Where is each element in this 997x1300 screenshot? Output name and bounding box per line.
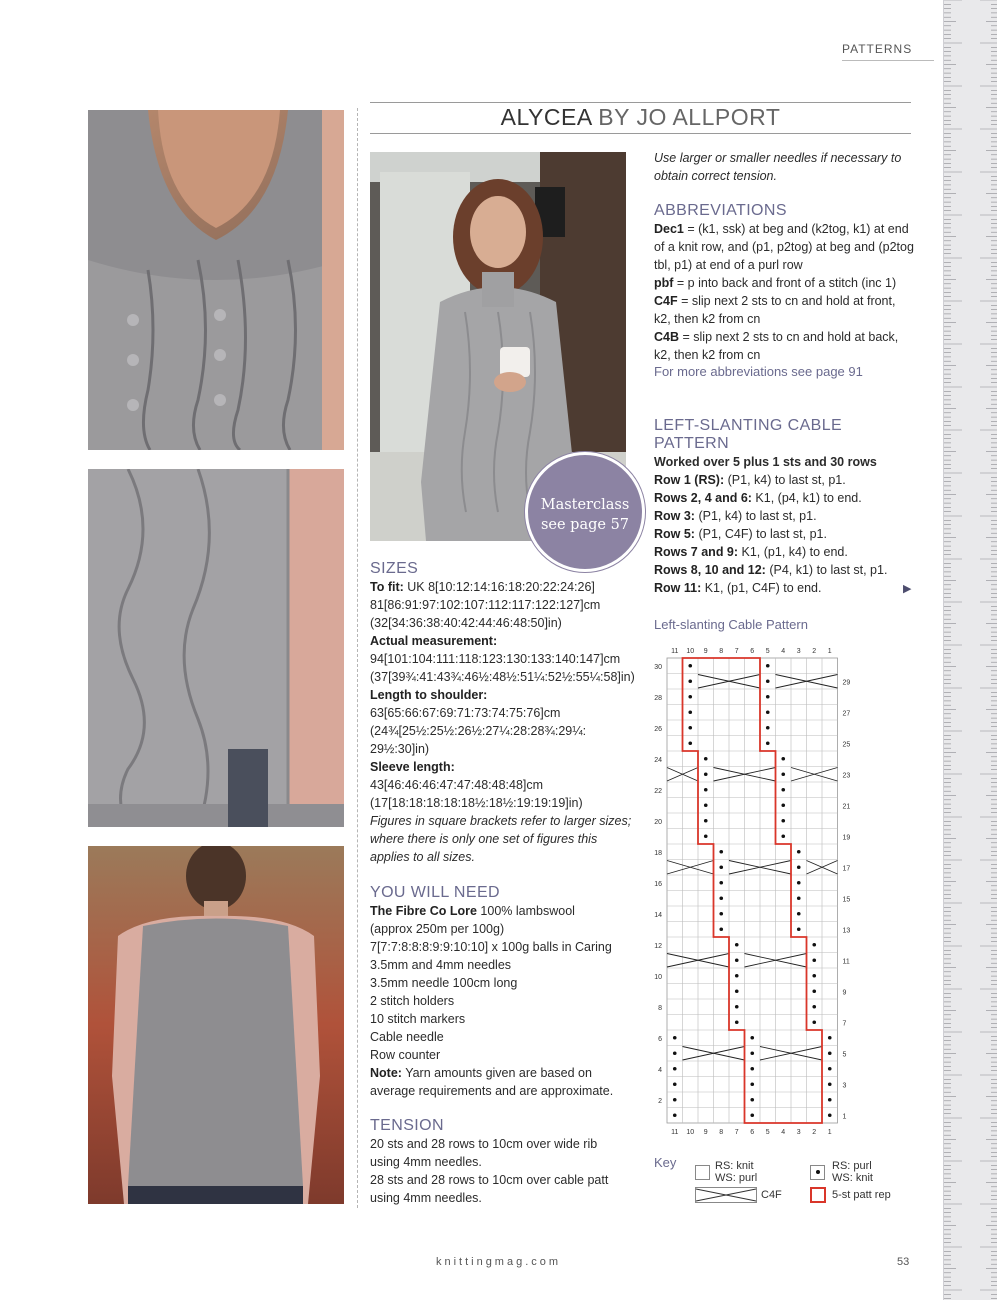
abbreviation-def: = p into back and front of a stitch (inc 1) [673, 276, 897, 290]
chart-row-label-right: 23 [842, 772, 851, 780]
chart-row-label-left: 30 [654, 663, 662, 671]
abbreviation-term: C4B [654, 330, 680, 344]
chart-purl-dot [750, 1113, 754, 1117]
designer-byline: BY JO ALLPORT [598, 104, 781, 130]
chart-row-label-right: 11 [842, 958, 850, 966]
photo-neckline-detail [88, 110, 344, 450]
cable-row-instruction [654, 471, 914, 489]
cable-row-text: K1, (p1, k4) to end. [738, 545, 848, 559]
abbreviation-item [654, 274, 914, 292]
section-rule [842, 60, 934, 61]
abbreviation-term: pbf [654, 276, 674, 290]
sizes-line-label: Length to shoulder: [370, 688, 488, 702]
continue-arrow-icon: ▶ [903, 583, 912, 595]
chart-purl-dot [828, 1051, 832, 1055]
more-abbreviations-link[interactable]: For more abbreviations see page 91 [654, 364, 863, 379]
tension-lines [370, 1135, 640, 1207]
sizes-line [370, 632, 640, 650]
chart-purl-dot [797, 865, 801, 869]
cable-row-text: (P1, C4F) to last st, p1. [694, 527, 827, 541]
tension-line: using 4mm needles. [370, 1155, 482, 1169]
sizes-line-text: 43[46:46:46:47:47:48:48:48]cm [370, 778, 544, 792]
chart-purl-dot [812, 958, 816, 962]
chart-purl-dot [781, 819, 785, 823]
sizes-line [370, 776, 640, 794]
sizes-line [370, 740, 640, 758]
chart-column-label-top: 7 [734, 648, 739, 655]
need-item: 2 stitch holders [370, 994, 455, 1008]
cable-row-text: (P1, k4) to last st, p1. [694, 509, 817, 523]
chart-purl-dot [828, 1036, 832, 1040]
intro-note: Use larger or smaller needles if necessary to obtain correct tension. [654, 151, 902, 183]
chart-column-label-bottom: 2 [812, 1129, 817, 1136]
sizes-line [370, 596, 640, 614]
sizes-line-text: 81[86:91:97:102:107:112:117:122:127]cm [370, 598, 601, 612]
cable-row-text: (P1, k4) to last st, p1. [724, 473, 846, 487]
need-item: (approx 250m per 100g) [370, 922, 505, 936]
chart-row-label-right: 9 [842, 989, 847, 997]
chart-purl-dot [812, 989, 816, 993]
cable-heading-line1: LEFT-SLANTING CABLE [654, 417, 843, 434]
knit-key-ws: WS: purl [715, 1172, 758, 1184]
sizes-section [370, 560, 640, 866]
chart-purl-dot [735, 958, 739, 962]
cable-row-label: Rows 2, 4 and 6: [654, 491, 752, 505]
chart-column-label-top: 1 [827, 648, 832, 655]
cable-row-text: (P4, k1) to last st, p1. [765, 563, 888, 577]
cable-row-instruction [654, 489, 914, 507]
sizes-line [370, 650, 640, 668]
chart-column-label-top: 9 [703, 648, 708, 655]
tension-line: using 4mm needles. [370, 1191, 482, 1205]
chart-purl-dot [812, 1020, 816, 1024]
page-ruler [943, 0, 997, 1300]
chart-purl-dot [766, 726, 770, 730]
page-title [370, 104, 911, 131]
cable-heading-line2: PATTERN [654, 435, 730, 452]
chart-row-label-right: 5 [842, 1051, 847, 1059]
chart-column-label-bottom: 7 [734, 1129, 739, 1136]
chart-column-label-top: 2 [812, 648, 817, 655]
chart-purl-dot [704, 834, 708, 838]
chart-purl-dot [719, 881, 723, 885]
need-heading: YOU WILL NEED [370, 884, 500, 901]
chart-purl-dot [797, 927, 801, 931]
sizes-line-text: 94[101:104:111:118:123:130:133:140:147]cm [370, 652, 621, 666]
chart-row-label-left: 28 [654, 694, 662, 702]
cable-row-instruction [654, 543, 914, 561]
sizes-note: Figures in square brackets refer to larger sizes; where there is only one set of figures this applies to all sizes. [370, 814, 632, 864]
need-item: 3.5mm needle 100cm long [370, 976, 518, 990]
chart-row-label-left: 12 [654, 942, 662, 950]
c4f-key-swatch [695, 1187, 757, 1203]
chart-purl-dot [797, 881, 801, 885]
sizes-line-label: Actual measurement: [370, 634, 498, 648]
footer-url[interactable]: knittingmag.com [435, 1256, 562, 1268]
sizes-line [370, 668, 640, 686]
chart-purl-dot [719, 896, 723, 900]
chart-purl-dot [704, 803, 708, 807]
chart-purl-dot [781, 772, 785, 776]
knit-key-rs: RS: knit [715, 1160, 754, 1172]
chart-row-label-left: 10 [654, 973, 662, 981]
chart-purl-dot [688, 664, 692, 668]
abbreviations-heading: ABBREVIATIONS [654, 202, 787, 219]
abbreviation-item [654, 292, 914, 328]
badge-line-2: see page 57 [540, 517, 630, 533]
cable-row-label: Row 1 (RS): [654, 473, 725, 487]
chart-row-label-right: 19 [842, 834, 851, 842]
chart-purl-dot [766, 679, 770, 683]
tension-heading: TENSION [370, 1117, 444, 1134]
pattern-name: ALYCEA [500, 104, 592, 130]
yarn-fibre: 100% lambswool [476, 904, 575, 918]
cable-row-label: Row 5: [654, 527, 695, 541]
chart-row-label-left: 14 [654, 911, 662, 919]
chart-purl-dot [828, 1067, 832, 1071]
chart-row-label-right: 3 [842, 1082, 847, 1090]
chart-row-label-right: 7 [842, 1020, 847, 1028]
cable-row-instruction [654, 579, 914, 597]
chart-row-label-left: 20 [654, 818, 662, 826]
chart-column-label-top: 6 [750, 648, 755, 655]
sizes-line [370, 758, 640, 776]
chart-row-label-left: 16 [654, 880, 662, 888]
chart-column-label-top: 10 [686, 648, 695, 655]
purl-key-ws: WS: knit [832, 1172, 873, 1184]
sizes-line [370, 722, 640, 740]
chart-row-label-right: 13 [842, 927, 851, 935]
cable-row-label: Row 3: [654, 509, 695, 523]
chart-row-label-left: 6 [658, 1035, 662, 1043]
c4f-key-text: C4F [761, 1189, 782, 1201]
sizes-line-label: Sleeve length: [370, 760, 455, 774]
chart-purl-dot [781, 788, 785, 792]
cable-row-label: Rows 7 and 9: [654, 545, 739, 559]
chart-row-label-left: 4 [658, 1066, 662, 1074]
need-note [370, 1064, 640, 1100]
abbreviation-def: = slip next 2 sts to cn and hold at back, k2, then k2 from cn [654, 330, 899, 362]
chart-column-label-top: 5 [765, 648, 770, 655]
tension-line: 20 sts and 28 rows to 10cm over wide rib [370, 1137, 598, 1151]
knit-key-text [715, 1160, 757, 1184]
abbreviation-item [654, 220, 914, 274]
chart-row-label-left: 18 [654, 849, 662, 857]
chart-row-label-right: 15 [842, 896, 851, 904]
cable-pattern-section [654, 417, 914, 597]
chart-row-label-right: 21 [842, 803, 851, 811]
chart-row-label-right: 25 [842, 741, 851, 749]
cable-rows [654, 471, 914, 597]
chart-column-label-bottom: 10 [686, 1129, 695, 1136]
sizes-line [370, 614, 640, 632]
chart-purl-dot [688, 679, 692, 683]
repeat-key-text: 5-st patt rep [832, 1189, 891, 1201]
section-tag: PATTERNS [842, 42, 913, 56]
chart-purl-dot [719, 927, 723, 931]
need-item: Cable needle [370, 1030, 444, 1044]
abbreviation-def: = (k1, ssk) at beg and (k2tog, k1) at end of a knit row, and (p1, p2tog) at beg and (p2tog tbl, p1) at end of a purl row [654, 222, 914, 272]
need-note-label: Note: [370, 1066, 402, 1080]
chart-purl-dot [766, 695, 770, 699]
need-note-text: Yarn amounts given are based on average requirements and are approximate. [370, 1066, 614, 1098]
sizes-line-text: 29½:30]in) [370, 742, 430, 756]
abbreviation-term: Dec1 [654, 222, 684, 236]
chart-purl-dot [673, 1051, 677, 1055]
chart-purl-dot [750, 1082, 754, 1086]
key-label: Key [654, 1155, 677, 1170]
chart-purl-dot [673, 1082, 677, 1086]
chart-purl-dot [812, 974, 816, 978]
chart-row-label-right: 17 [842, 865, 851, 873]
chart-column-label-bottom: 3 [796, 1129, 801, 1136]
chart-purl-dot [812, 943, 816, 947]
chart-column-label-bottom: 5 [765, 1129, 770, 1136]
sizes-line [370, 578, 640, 596]
photo-back-view [88, 846, 344, 1204]
abbreviations-list [654, 220, 914, 364]
chart-column-label-bottom: 1 [827, 1129, 832, 1136]
chart-purl-dot [750, 1051, 754, 1055]
chart-purl-dot [673, 1098, 677, 1102]
chart-column-label-bottom: 6 [750, 1129, 755, 1136]
abbreviations-section [654, 202, 914, 379]
chart-purl-dot [828, 1113, 832, 1117]
repeat-key-swatch [810, 1187, 826, 1203]
chart-title: Left-slanting Cable Pattern [654, 617, 808, 632]
chart-purl-dot [797, 850, 801, 854]
chart-purl-dot [719, 912, 723, 916]
yarn-brand: The Fibre Co Lore [370, 904, 477, 918]
cable-row-instruction [654, 525, 914, 543]
sizes-line [370, 704, 640, 722]
sizes-heading: SIZES [370, 560, 419, 577]
title-rule-top [370, 102, 911, 103]
ruler-body [944, 0, 997, 1300]
cable-row-text: K1, (p1, C4F) to end. [701, 581, 822, 595]
chart-row-label-right: 27 [842, 710, 851, 718]
sizes-line-text: (24¾[25½:25½:26½:27¼:28:28¾:29¼: [370, 724, 587, 738]
you-will-need-section [370, 884, 640, 1100]
chart-row-label-right: 29 [842, 679, 851, 687]
chart-purl-dot [673, 1113, 677, 1117]
chart-purl-dot [812, 1005, 816, 1009]
chart-column-label-top: 11 [671, 648, 679, 655]
chart-purl-dot [673, 1036, 677, 1040]
sizes-line-text: (37[39¾:41:43¾:46½:48½:51¼:52½:55¼:58]in) [370, 670, 635, 684]
sizes-line-label: To fit: [370, 580, 404, 594]
chart-purl-dot [828, 1098, 832, 1102]
chart-purl-dot [781, 803, 785, 807]
chart-purl-dot [719, 865, 723, 869]
chart-column-label-bottom: 4 [781, 1129, 786, 1136]
chart-purl-dot [719, 850, 723, 854]
abbreviation-def: = slip next 2 sts to cn and hold at front, k2, then k2 from cn [654, 294, 896, 326]
sizes-line-text: (32[34:36:38:40:42:44:46:48:50]in) [370, 616, 562, 630]
tension-line: 28 sts and 28 rows to 10cm over cable patt [370, 1173, 609, 1187]
chart-purl-dot [704, 772, 708, 776]
cable-row-text: K1, (p4, k1) to end. [751, 491, 862, 505]
chart-row-label-left: 22 [654, 787, 662, 795]
knit-key-swatch [695, 1165, 710, 1180]
chart-purl-dot [797, 896, 801, 900]
purl-key-rs: RS: purl [832, 1160, 872, 1172]
sizes-line-text: 63[65:66:67:69:71:73:74:75:76]cm [370, 706, 561, 720]
chart-column-label-top: 8 [719, 648, 724, 655]
masterclass-badge[interactable] [525, 452, 645, 572]
cable-row-label: Row 11: [654, 581, 702, 595]
sizes-lines [370, 578, 640, 812]
chart-purl-dot [781, 834, 785, 838]
chart-row-label-left: 26 [654, 725, 662, 733]
chart-column-label-bottom: 8 [719, 1129, 724, 1136]
need-lines [370, 920, 640, 1064]
badge-line-1: Masterclass [540, 497, 630, 513]
yarn-line [370, 902, 640, 920]
chart-purl-dot [688, 726, 692, 730]
chart-purl-dot [781, 757, 785, 761]
title-rule-bottom [370, 133, 911, 134]
chart-row-label-right: 1 [842, 1113, 847, 1121]
chart-purl-dot [735, 974, 739, 978]
cable-row-instruction [654, 507, 914, 525]
chart-purl-dot [704, 788, 708, 792]
chart-row-label-left: 8 [658, 1004, 662, 1012]
chart-purl-dot [766, 710, 770, 714]
chart-purl-dot [735, 943, 739, 947]
need-item: 10 stitch markers [370, 1012, 466, 1026]
page-number: 53 [897, 1256, 910, 1268]
cable-intro: Worked over 5 plus 1 sts and 30 rows [654, 455, 877, 469]
cable-row-label: Rows 8, 10 and 12: [654, 563, 766, 577]
chart-purl-dot [766, 664, 770, 668]
chart-purl-dot [750, 1098, 754, 1102]
chart-row-label-left: 2 [658, 1097, 662, 1105]
chart-purl-dot [704, 757, 708, 761]
chart-purl-dot [766, 741, 770, 745]
column-divider [357, 108, 358, 1208]
tension-section [370, 1117, 640, 1207]
need-item: 7[7:7:8:8:8:9:9:10:10] x 100g balls in Caring [370, 940, 612, 954]
need-item: Row counter [370, 1048, 441, 1062]
chart-column-label-top: 4 [781, 648, 786, 655]
chart-purl-dot [704, 819, 708, 823]
chart-purl-dot [797, 912, 801, 916]
chart-column-label-bottom: 9 [703, 1129, 708, 1136]
chart-purl-dot [750, 1036, 754, 1040]
chart-purl-dot [688, 741, 692, 745]
chart-purl-dot [688, 710, 692, 714]
chart-purl-dot [688, 695, 692, 699]
chart-purl-dot [735, 1005, 739, 1009]
purl-key-swatch [810, 1165, 825, 1180]
chart-column-label-top: 3 [796, 648, 801, 655]
chart-purl-dot [735, 1020, 739, 1024]
cable-chart [645, 642, 860, 1137]
chart-purl-dot [750, 1067, 754, 1071]
sizes-line [370, 794, 640, 812]
sizes-line-text: (17[18:18:18:18:18½:18½:19:19:19]in) [370, 796, 583, 810]
sizes-line-text: UK 8[10:12:14:16:18:20:22:24:26] [403, 580, 595, 594]
chart-purl-dot [673, 1067, 677, 1071]
chart-row-label-left: 24 [654, 756, 662, 764]
purl-key-text [832, 1160, 873, 1184]
abbreviation-term: C4F [654, 294, 678, 308]
chart-purl-dot [828, 1082, 832, 1086]
sizes-line [370, 686, 640, 704]
photo-side-split-detail [88, 469, 344, 827]
chart-purl-dot [735, 989, 739, 993]
abbreviation-item [654, 328, 914, 364]
need-item: 3.5mm and 4mm needles [370, 958, 512, 972]
cable-row-instruction [654, 561, 914, 579]
chart-column-label-bottom: 11 [671, 1129, 679, 1136]
